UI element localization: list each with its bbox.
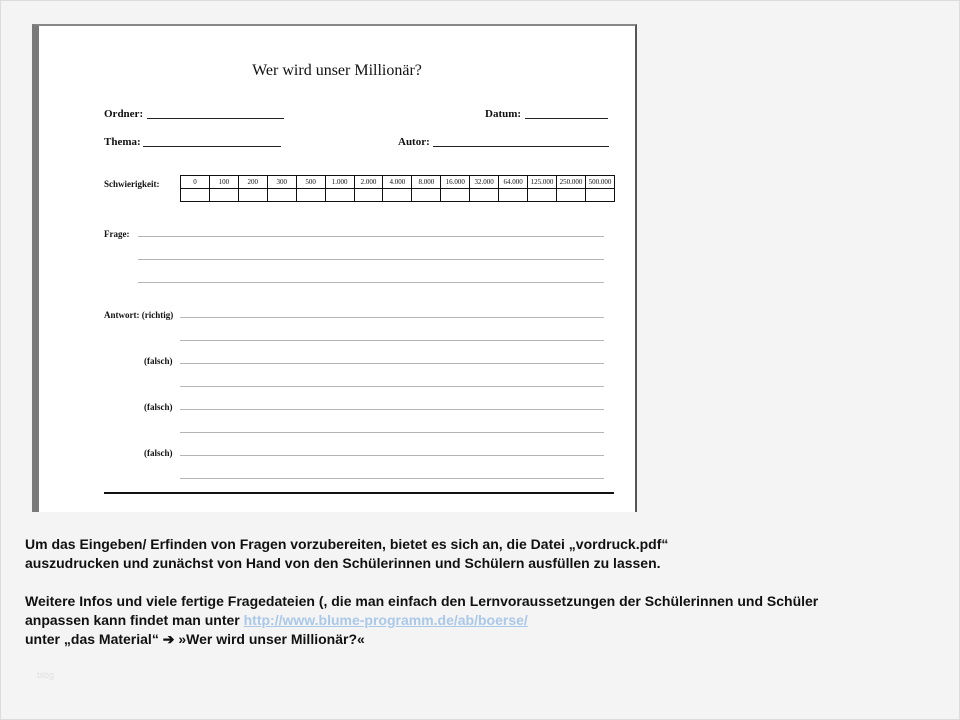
autor-blank — [433, 136, 609, 147]
watermark: blog — [37, 670, 55, 680]
difficulty-level-cell: 16.000 — [441, 176, 470, 189]
frage-label: Frage: — [104, 229, 130, 239]
datum-blank — [525, 108, 608, 119]
form-bottom-rule — [104, 492, 614, 494]
antwort-line-1 — [180, 317, 604, 318]
frage-line-3 — [138, 282, 604, 283]
falsch3-line-1 — [180, 455, 604, 456]
difficulty-blank-cell — [383, 189, 412, 202]
falsch1-line-1 — [180, 363, 604, 364]
falsch2-line-1 — [180, 409, 604, 410]
info-text — [25, 535, 945, 649]
datum-label: Datum: — [485, 108, 522, 120]
difficulty-blank-cell — [585, 189, 614, 202]
schwierigkeit-label: Schwierigkeit: — [104, 179, 160, 189]
difficulty-level-cell: 200 — [238, 176, 267, 189]
falsch2-line-2 — [180, 432, 604, 433]
difficulty-level-cell: 1.000 — [325, 176, 354, 189]
difficulty-level-cell: 100 — [209, 176, 238, 189]
difficulty-blank-row — [181, 189, 615, 202]
difficulty-blank-cell — [412, 189, 441, 202]
difficulty-blank-cell — [296, 189, 325, 202]
frage-line-2 — [138, 259, 604, 260]
difficulty-level-cell: 0 — [181, 176, 210, 189]
falsch-label-3: (falsch) — [144, 448, 173, 458]
difficulty-blank-cell — [181, 189, 210, 202]
difficulty-levels-row — [181, 176, 615, 189]
difficulty-table — [180, 175, 615, 202]
difficulty-blank-cell — [354, 189, 383, 202]
difficulty-level-cell: 500.000 — [585, 176, 614, 189]
difficulty-level-cell: 500 — [296, 176, 325, 189]
ordner-label: Ordner: — [104, 108, 144, 120]
worksheet-title: Wer wird unser Millionär? — [252, 62, 422, 79]
info-line-5-suffix: »Wer wird unser Millionär?« — [174, 631, 365, 647]
info-line-4 — [25, 611, 945, 630]
difficulty-blank-cell — [267, 189, 296, 202]
info-line-5 — [25, 630, 945, 649]
difficulty-level-cell: 32.000 — [470, 176, 499, 189]
difficulty-blank-cell — [556, 189, 585, 202]
info-line-1: Um das Eingeben/ Erfinden von Fragen vorzubereiten, bietet es sich an, die Datei „vordruck.pdf“ — [25, 536, 669, 552]
difficulty-blank-cell — [470, 189, 499, 202]
difficulty-level-cell: 64.000 — [499, 176, 528, 189]
antwort-richtig-label: Antwort: (richtig) — [104, 310, 174, 320]
frage-line-1 — [138, 236, 604, 237]
difficulty-blank-cell — [528, 189, 557, 202]
boerse-link[interactable]: http://www.blume-programm.de/ab/boerse/ — [243, 612, 528, 628]
falsch3-line-2 — [180, 478, 604, 479]
difficulty-level-cell: 4.000 — [383, 176, 412, 189]
difficulty-level-cell: 125.000 — [528, 176, 557, 189]
difficulty-level-cell: 2.000 — [354, 176, 383, 189]
difficulty-blank-cell — [441, 189, 470, 202]
difficulty-blank-cell — [238, 189, 267, 202]
info-line-3: Weitere Infos und viele fertige Fragedateien (, die man einfach den Lernvoraussetzungen der Schülerinnen und Schüler — [25, 593, 819, 609]
info-line-4-text: anpassen kann findet man unter — [25, 612, 244, 628]
falsch1-line-2 — [180, 386, 604, 387]
ordner-blank — [147, 108, 284, 119]
difficulty-blank-cell — [499, 189, 528, 202]
info-line-5-text: unter „das Material“ — [25, 631, 163, 647]
autor-label: Autor: — [398, 136, 430, 148]
difficulty-level-cell: 250.000 — [556, 176, 585, 189]
falsch-label-2: (falsch) — [144, 402, 173, 412]
arrow-icon: ➔ — [162, 631, 175, 647]
difficulty-level-cell: 8.000 — [412, 176, 441, 189]
difficulty-level-cell: 300 — [267, 176, 296, 189]
info-line-2: auszudrucken und zunächst von Hand von den Schülerinnen und Schülern ausfüllen zu lassen. — [25, 555, 661, 571]
worksheet-image — [32, 24, 637, 512]
thema-label: Thema: — [104, 136, 141, 148]
antwort-line-2 — [180, 340, 604, 341]
difficulty-blank-cell — [209, 189, 238, 202]
thema-blank — [143, 136, 281, 147]
difficulty-blank-cell — [325, 189, 354, 202]
falsch-label-1: (falsch) — [144, 356, 173, 366]
